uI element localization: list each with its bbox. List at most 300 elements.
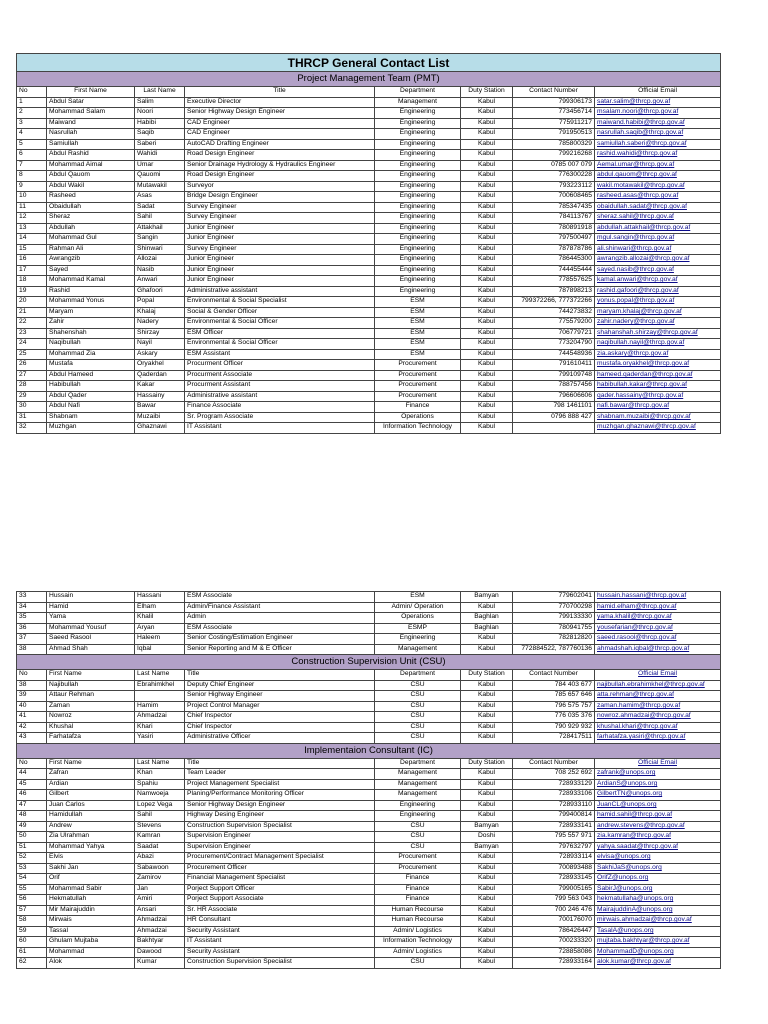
page-title: THRCP General Contact List [17,54,721,72]
last-name-cell: Khalil [135,613,185,624]
contact-number-cell: 791950513 [513,129,595,140]
contact-number-cell: 785 657 646 [513,691,595,702]
department-cell: Management [375,790,461,801]
official-email-cell[interactable]: yonus.popal@thrcp.gov.af [595,297,721,308]
duty-station-cell: Kabul [461,905,513,916]
official-email-cell[interactable]: hamid.sahil@thrcp.gov.af [595,811,721,822]
first-name-cell: Habibullah [47,381,135,392]
table-row [17,958,721,969]
official-email-cell[interactable]: SabirJ@unops.org [595,884,721,895]
duty-station-cell: Kabul [461,349,513,360]
col-header-job-title: Title [185,670,375,681]
last-name-cell: Umar [135,160,185,171]
official-email-cell[interactable]: obaidullah.sadat@thrcp.gov.af [595,202,721,213]
duty-station-cell: Kabul [461,265,513,276]
last-name-cell: Kamran [135,832,185,843]
table-row [17,691,721,702]
row-no-cell: 37 [17,634,47,645]
first-name-cell: Zahir [47,318,135,329]
header-row [17,670,721,681]
col-header-first-name: First Name [47,670,135,681]
department-cell: Finance [375,884,461,895]
department-cell: Engineering [375,244,461,255]
department-cell: Human Recourse [375,916,461,927]
job-title-cell: IT Assistant [185,937,375,948]
header-row [17,87,721,98]
table-row [17,192,721,203]
official-email-cell[interactable]: rashid.gafoori@thrcp.gov.af [595,286,721,297]
table-row [17,863,721,874]
table-row [17,874,721,885]
official-email-cell[interactable]: Aemal.umar@thrcp.gov.af [595,160,721,171]
official-email-cell[interactable]: mujtaba.bakhtyar@thrcp.gov.af [595,937,721,948]
official-email-cell[interactable]: yama.khalil@thrcp.gov.af [595,613,721,624]
first-name-cell: Hamid [47,602,135,613]
duty-station-cell: Kabul [461,779,513,790]
official-email-cell[interactable]: shahanshah.shirzay@thrcp.gov.af [595,328,721,339]
first-name-cell: Nowroz [47,712,135,723]
official-email-cell[interactable]: awrangzib.allozai@thrcp.gov.af [595,255,721,266]
official-email-cell[interactable]: msalam.noori@thrcp.gov.af [595,108,721,119]
table-row [17,680,721,691]
contact-number-cell: 793223112 [513,181,595,192]
duty-station-cell: Kabul [461,297,513,308]
first-name-cell: Mir Mairajuddin [47,905,135,916]
official-email-cell[interactable]: elvisa@unops.org [595,853,721,864]
first-name-cell: Abdul Qauom [47,171,135,182]
duty-station-cell: Kabul [461,370,513,381]
official-email-cell[interactable]: rashid.wahidi@thrcp.gov.af [595,150,721,161]
job-title-cell: Environmental & Social Officer [185,318,375,329]
first-name-cell: Rasheed [47,192,135,203]
department-cell: Engineering [375,202,461,213]
official-email-cell[interactable]: GilbertTN@unops.org [595,790,721,801]
last-name-cell: Sangin [135,234,185,245]
first-name-cell: Juan Carlos [47,800,135,811]
job-title-cell: Social & Gender Officer [185,307,375,318]
official-email-cell[interactable]: shabnam.muzaibi@thrcp.gov.af [595,412,721,423]
department-cell: CSU [375,680,461,691]
first-name-cell: Mirwais [47,916,135,927]
first-name-cell: Mohammad Yousuf [47,623,135,634]
contact-number-cell: 700893488 [513,863,595,874]
department-cell: Engineering [375,255,461,266]
department-cell: ESMP [375,623,461,634]
row-no-cell: 41 [17,712,47,723]
official-email-cell[interactable]: hamid.elham@thrcp.gov.af [595,602,721,613]
job-title-cell: CAD Engineer [185,129,375,140]
first-name-cell: Mohammad Kamal [47,276,135,287]
contact-number-cell: 728933164 [513,958,595,969]
job-title-cell: Supervision Engineer [185,842,375,853]
official-email-cell[interactable]: MairajuddinA@unops.org [595,905,721,916]
contact-number-cell: 791610411 [513,360,595,371]
last-name-cell: Elham [135,602,185,613]
official-email-cell[interactable]: hameed.qaderdan@thrcp.gov.af [595,370,721,381]
contact-number-cell: 772884522, 787760136 [513,644,595,655]
first-name-cell: Attaur Rehman [47,691,135,702]
official-email-cell[interactable]: nasrullah.saqib@thrcp.gov.af [595,129,721,140]
table-row [17,318,721,329]
last-name-cell: Khari [135,722,185,733]
official-email-cell[interactable]: maiwand.habibi@thrcp.gov.af [595,118,721,129]
job-title-cell: Junior Engineer [185,234,375,245]
official-email-cell[interactable]: ahmadshah.iqbal@thrcp.gov.af [595,644,721,655]
row-no-cell: 11 [17,202,47,213]
official-email-cell[interactable]: maryam.khalaj@thrcp.gov.af [595,307,721,318]
row-no-cell: 6 [17,150,47,161]
table-row [17,328,721,339]
official-email-cell[interactable]: OrifZ@unops.org [595,874,721,885]
last-name-cell: Abazi [135,853,185,864]
duty-station-cell: Kabul [461,769,513,780]
official-email-cell[interactable]: ali.shinwari@thrcp.gov.af [595,244,721,255]
contact-number-cell: 799 563 043 [513,895,595,906]
table-row [17,895,721,906]
contact-number-cell: 728933129 [513,779,595,790]
department-cell: Admin/ Logistics [375,947,461,958]
official-email-cell[interactable]: mgul.sangin@thrcp.gov.af [595,234,721,245]
department-cell: CSU [375,701,461,712]
official-email-cell[interactable]: samiullah.saberi@thrcp.gov.af [595,139,721,150]
contact-number-cell: 786426447 [513,926,595,937]
contact-number-cell: 797500497 [513,234,595,245]
job-title-cell: Sr. HR Associate [185,905,375,916]
first-name-cell: Obaidullah [47,202,135,213]
official-email-cell[interactable]: yousefarian@thrcp.gov.af [595,623,721,634]
row-no-cell: 17 [17,265,47,276]
first-name-cell: Orif [47,874,135,885]
official-email-cell[interactable]: muzhgan.ghaznawi@thrcp.gov.af [595,423,721,434]
contact-number-cell: 700233320 [513,937,595,948]
contact-number-cell: 776 035 376 [513,712,595,723]
department-cell: Procurement [375,360,461,371]
official-email-cell[interactable]: atta.rehman@thrcp.gov.af [595,691,721,702]
job-title-cell: Junior Engineer [185,255,375,266]
contact-number-cell: 797632797 [513,842,595,853]
department-cell: Engineering [375,265,461,276]
official-email-cell[interactable]: naqibullah.nayil@thrcp.gov.af [595,339,721,350]
col-header-official-email: Official Email [595,758,721,769]
contact-number-cell: 786445300 [513,255,595,266]
department-cell: CSU [375,958,461,969]
department-cell: ESM [375,328,461,339]
contact-number-cell: 787878786 [513,244,595,255]
table-row [17,265,721,276]
contact-number-cell: 775911217 [513,118,595,129]
job-title-cell: Admin [185,613,375,624]
table-row [17,790,721,801]
duty-station-cell: Kabul [461,916,513,927]
official-email-cell[interactable]: sayed.nasib@thrcp.gov.af [595,265,721,276]
job-title-cell: Administrative assistant [185,286,375,297]
table-row [17,118,721,129]
official-email-cell[interactable]: habibullah.kakar@thrcp.gov.af [595,381,721,392]
table-row [17,202,721,213]
last-name-cell: Lopez Vega [135,800,185,811]
department-cell: Engineering [375,150,461,161]
last-name-cell: Kumar [135,958,185,969]
duty-station-cell: Kabul [461,644,513,655]
official-email-cell[interactable]: saeed.rasool@thrcp.gov.af [595,634,721,645]
table-row [17,832,721,843]
job-title-cell: Survey Engineer [185,244,375,255]
row-no-cell: 27 [17,370,47,381]
first-name-cell: Samiullah [47,139,135,150]
contact-number-cell: 744273832 [513,307,595,318]
contact-number-cell: 0796 888 427 [513,412,595,423]
contact-number-cell: 773456714 [513,108,595,119]
table-row [17,129,721,140]
official-email-cell[interactable]: mustafa.oryakhel@thrcp.gov.af [595,360,721,371]
section-title-ic: Implementaion Consultant (IC) [17,743,721,758]
table-row [17,884,721,895]
department-cell: CSU [375,733,461,744]
official-email-cell[interactable]: alok.kumar@thrcp.gov.af [595,958,721,969]
table-row [17,391,721,402]
department-cell: Engineering [375,192,461,203]
job-title-cell: Construction Supervision Specialist [185,821,375,832]
duty-station-cell: Kabul [461,223,513,234]
official-email-cell[interactable]: andrew.stevens@thrcp.gov.af [595,821,721,832]
duty-station-cell: Kabul [461,712,513,723]
department-cell: Procurement [375,370,461,381]
official-email-cell[interactable]: yahya.saadat@thrcp.gov.af [595,842,721,853]
last-name-cell: Noori [135,108,185,119]
official-email-cell[interactable]: abdullah.attakhail@thrcp.gov.af [595,223,721,234]
official-email-cell[interactable]: zia.kamran@thrcp.gov.af [595,832,721,843]
col-header-no: No [17,87,47,98]
department-cell: Engineering [375,800,461,811]
official-email-cell[interactable]: hussain.hassani@thrcp.gov.af [595,592,721,603]
contact-number-cell: 799372266, 777372266 [513,297,595,308]
contact-number-cell: 0785 007 079 [513,160,595,171]
official-email-cell[interactable]: mirwais.ahmadzai@thrcp.gov.af [595,916,721,927]
col-header-first-name: First Name [47,87,135,98]
official-email-cell[interactable]: farhatafza.yasiri@thrcp.gov.af [595,733,721,744]
table-row [17,276,721,287]
contact-number-cell: 770700298 [513,602,595,613]
duty-station-cell: Kabul [461,391,513,402]
official-email-cell[interactable]: JuanCL@unops.org [595,800,721,811]
table-row [17,769,721,780]
duty-station-cell: Kabul [461,381,513,392]
table-row [17,644,721,655]
official-email-cell[interactable]: MohammadD@unops.org [595,947,721,958]
department-cell: ESM [375,349,461,360]
official-email-cell[interactable]: wakil.motawakil@thrcp.gov.af [595,181,721,192]
first-name-cell: Ahmad Shah [47,644,135,655]
job-title-cell: Highway Desing Engineer [185,811,375,822]
contact-number-cell: 787898213 [513,286,595,297]
official-email-cell[interactable]: zaman.hamim@thrcp.gov.af [595,701,721,712]
job-title-cell: IT Assistant [185,423,375,434]
official-email-cell[interactable]: nowroz.ahmadzai@thrcp.gov.af [595,712,721,723]
first-name-cell: Andrew [47,821,135,832]
table-row [17,349,721,360]
table-row [17,592,721,603]
official-email-cell[interactable]: abdul.qauom@thrcp.gov.af [595,171,721,182]
contact-number-cell: 706779721 [513,328,595,339]
first-name-cell: Hamidullah [47,811,135,822]
first-name-cell: Mohammad Yonus [47,297,135,308]
contact-number-cell: 728417511 [513,733,595,744]
row-no-cell: 20 [17,297,47,308]
official-email-cell[interactable]: SakhiJaS@unops.org [595,863,721,874]
row-no-cell: 5 [17,139,47,150]
table-row [17,213,721,224]
job-title-cell: Security Assistant [185,926,375,937]
department-cell: ESM [375,297,461,308]
official-email-cell[interactable]: sheraz.sahil@thrcp.gov.af [595,213,721,224]
duty-station-cell: Bamyan [461,821,513,832]
official-email-cell[interactable]: qader.hassainy@thrcp.gov.af [595,391,721,402]
duty-station-cell: Kabul [461,202,513,213]
contact-table-page2 [16,591,721,969]
row-no-cell: 13 [17,223,47,234]
first-name-cell: Najibullah [47,680,135,691]
official-email-cell[interactable]: hekmatullaha@unops.org [595,895,721,906]
contact-number-cell: 728933114 [513,853,595,864]
job-title-cell: Porject Support Officer [185,884,375,895]
official-email-cell[interactable]: nafi.bawar@thrcp.gov.af [595,402,721,413]
official-email-cell[interactable]: rasheed.asas@thrcp.gov.af [595,192,721,203]
duty-station-cell: Kabul [461,160,513,171]
job-title-cell: ESM Officer [185,328,375,339]
first-name-cell: Mohammad Aimal [47,160,135,171]
official-email-cell[interactable]: zahir.nadery@thrcp.gov.af [595,318,721,329]
table-row [17,381,721,392]
first-name-cell: Rahman Ali [47,244,135,255]
first-name-cell: Farhatafza [47,733,135,744]
row-no-cell: 43 [17,733,47,744]
row-no-cell: 3 [17,118,47,129]
table-row [17,108,721,119]
table-row [17,286,721,297]
duty-station-cell: Kabul [461,213,513,224]
last-name-cell: Saqib [135,129,185,140]
official-email-cell[interactable]: zia.askary@thrcp.gov.af [595,349,721,360]
first-name-cell: Tassal [47,926,135,937]
job-title-cell: Road Design Engineer [185,171,375,182]
last-name-cell: Hassani [135,592,185,603]
last-name-cell: Qauomi [135,171,185,182]
table-row [17,916,721,927]
duty-station-cell: Kabul [461,602,513,613]
contact-number-cell: 744548936 [513,349,595,360]
last-name-cell: Khalaj [135,307,185,318]
department-cell: Engineering [375,213,461,224]
last-name-cell: Nasib [135,265,185,276]
job-title-cell: Sr. Program Associate [185,412,375,423]
official-email-cell[interactable]: ArdianS@unops.org [595,779,721,790]
contact-number-cell: 799306173 [513,97,595,108]
table-row [17,255,721,266]
job-title-cell: Senior Costing/Estimation Engineer [185,634,375,645]
duty-station-cell: Kabul [461,171,513,182]
col-header-last-name: Last Name [135,87,185,98]
official-email-cell[interactable]: najibullah.ebrahimkhel@thrcp.gov.af [595,680,721,691]
department-cell: CSU [375,691,461,702]
contact-number-cell: 776300228 [513,171,595,182]
row-no-cell: 18 [17,276,47,287]
contact-number-cell: 728933145 [513,874,595,885]
row-no-cell: 21 [17,307,47,318]
duty-station-cell: Kabul [461,680,513,691]
contact-number-cell [513,423,595,434]
table-row [17,97,721,108]
official-email-cell[interactable]: kamal.anwari@thrcp.gov.af [595,276,721,287]
department-cell: Human Recourse [375,905,461,916]
official-email-cell[interactable]: khushal.khari@thrcp.gov.af [595,722,721,733]
official-email-cell[interactable]: zafrank@unops.org [595,769,721,780]
row-no-cell: 55 [17,884,47,895]
job-title-cell: Financial Management Specialist [185,874,375,885]
first-name-cell: Abdul Hameed [47,370,135,381]
duty-station-cell: Kabul [461,701,513,712]
last-name-cell: Sahil [135,811,185,822]
first-name-cell: Mohammad Gul [47,234,135,245]
last-name-cell: Yasiri [135,733,185,744]
duty-station-cell: Kabul [461,958,513,969]
contact-number-cell: 785347435 [513,202,595,213]
department-cell: Admin/ Operation [375,602,461,613]
col-header-title: Title [185,87,375,98]
duty-station-cell: Kabul [461,937,513,948]
job-title-cell: Team Leader [185,769,375,780]
department-cell: Engineering [375,171,461,182]
duty-station-cell: Kabul [461,234,513,245]
contact-number-cell: 788757456 [513,381,595,392]
job-title-cell: Security Assistant [185,947,375,958]
last-name-cell: Iqbal [135,644,185,655]
last-name-cell: Muzaibi [135,412,185,423]
first-name-cell: Muzhgan [47,423,135,434]
row-no-cell: 12 [17,213,47,224]
row-no-cell: 54 [17,874,47,885]
table-row [17,139,721,150]
job-title-cell: Senior Drainage Hydrology & Hydraulics Engineer [185,160,375,171]
department-cell: Engineering [375,234,461,245]
duty-station-cell: Kabul [461,255,513,266]
contact-number-cell: 798 1461101 [513,402,595,413]
contact-number-cell: 799216268 [513,150,595,161]
department-cell: Management [375,644,461,655]
first-name-cell: Abdul Rashid [47,150,135,161]
row-no-cell: 25 [17,349,47,360]
row-no-cell: 46 [17,790,47,801]
first-name-cell: Abdul Nafi [47,402,135,413]
table-row [17,244,721,255]
department-cell: Engineering [375,276,461,287]
last-name-cell: Oryakhel [135,360,185,371]
official-email-cell[interactable]: TasalA@unops.org [595,926,721,937]
job-title-cell: Procurment Associate [185,370,375,381]
table-row [17,800,721,811]
table-row [17,297,721,308]
col-header-last-name: Last Name [135,758,185,769]
header-row [17,758,721,769]
last-name-cell: Shinwari [135,244,185,255]
row-no-cell: 35 [17,613,47,624]
last-name-cell: Askary [135,349,185,360]
first-name-cell: Abdul Wakil [47,181,135,192]
official-email-cell[interactable]: satar.salim@thrcp.gov.af [595,97,721,108]
contact-number-cell: 784113767 [513,213,595,224]
last-name-cell: Jan [135,884,185,895]
last-name-cell: Bakhtyar [135,937,185,948]
last-name-cell: Spahiu [135,779,185,790]
